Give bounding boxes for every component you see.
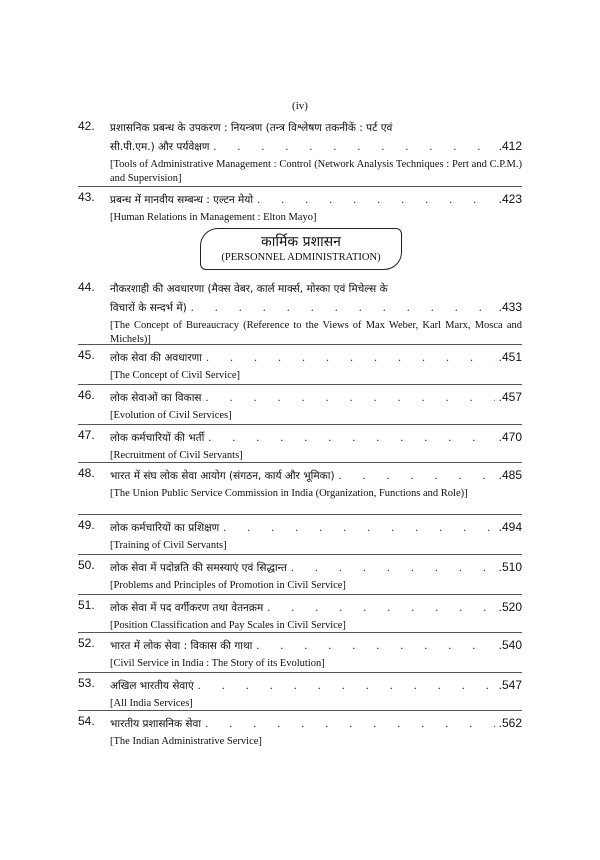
section-heading (200, 228, 402, 270)
leader-dots (198, 676, 495, 694)
entry-number: 42. (78, 119, 95, 133)
leader-dots (191, 298, 495, 316)
toc-entry (78, 518, 522, 553)
toc-entry (78, 119, 522, 186)
divider (78, 632, 522, 633)
entry-number: 45. (78, 348, 95, 362)
entry-english-title: [Tools of Administrative Management : Control (Network Analysis Techniques : Pert and C.P.M.) and Supervision] (110, 159, 522, 184)
entry-page[interactable]: .457 (498, 390, 522, 404)
leader-dots (291, 558, 495, 576)
divider (78, 186, 522, 187)
page-number: (iv) (292, 100, 308, 112)
toc-entry (78, 280, 522, 347)
entry-english-title: [Recruitment of Civil Servants] (110, 450, 243, 461)
entry-page[interactable]: .470 (498, 430, 522, 444)
toc-entry (78, 190, 522, 225)
entry-number: 47. (78, 428, 95, 442)
section-heading-english: (PERSONNEL ADMINISTRATION) (221, 252, 381, 263)
entry-number: 46. (78, 388, 95, 402)
entry-page[interactable]: .494 (498, 520, 522, 534)
entry-english-title: [Evolution of Civil Services] (110, 410, 232, 421)
leader-dots (256, 636, 494, 654)
divider (78, 384, 522, 385)
entry-english-title: [Problems and Principles of Promotion in Civil Service] (110, 580, 346, 591)
entry-page[interactable]: .562 (498, 716, 522, 730)
entry-page[interactable]: .540 (498, 638, 522, 652)
entry-hindi-title: भारत में संघ लोक सेवा आयोग (संगठन, कार्य और भूमिका) (110, 470, 335, 482)
leader-dots (267, 598, 494, 616)
entry-hindi-title: नौकरशाही की अवधारणा (मैक्स वेबर, कार्ल मार्क्स, मोस्का एवं मिचेल्स के (110, 283, 388, 295)
divider (78, 462, 522, 463)
entry-hindi-title: लोक सेवाओं का विकास (110, 392, 202, 404)
leader-dots (213, 137, 494, 155)
entry-english-title: [The Concept of Civil Service] (110, 370, 241, 381)
entry-page[interactable]: .547 (498, 678, 522, 692)
divider (78, 710, 522, 711)
entry-number: 48. (78, 466, 95, 480)
entry-number: 51. (78, 598, 95, 612)
toc-entry (78, 636, 522, 671)
entry-page[interactable]: .433 (498, 300, 522, 314)
divider (78, 514, 522, 515)
entry-hindi-title: प्रशासनिक प्रबन्ध के उपकरण : नियन्त्रण (तन्त्र विश्लेषण तकनीकें : पर्ट एवं (110, 122, 393, 134)
toc-entry (78, 466, 522, 501)
leader-dots (206, 348, 495, 366)
leader-dots (206, 388, 495, 406)
entry-hindi-title: अखिल भारतीय सेवाएं (110, 680, 194, 692)
entry-page[interactable]: .520 (498, 600, 522, 614)
entry-english-title: [All India Services] (110, 698, 193, 709)
entry-number: 50. (78, 558, 95, 572)
toc-entry (78, 714, 522, 749)
entry-english-title: [Training of Civil Servants] (110, 540, 227, 551)
divider (78, 594, 522, 595)
entry-number: 52. (78, 636, 95, 650)
toc-entry (78, 676, 522, 711)
divider (78, 344, 522, 345)
entry-hindi-title: लोक सेवा में पदोन्नति की समस्याएं एवं सिद्धान्त (110, 562, 287, 574)
entry-number: 49. (78, 518, 95, 532)
leader-dots (257, 190, 495, 208)
entry-hindi-title-cont: सी.पी.एम.) और पर्यवेक्षण (110, 141, 210, 153)
leader-dots (223, 518, 494, 536)
entry-page[interactable]: .412 (498, 139, 522, 153)
entry-page[interactable]: .485 (498, 468, 522, 482)
entry-hindi-title: लोक सेवा में पद वर्गीकरण तथा वेतनक्रम (110, 602, 264, 614)
entry-hindi-title-cont: विचारों के सन्दर्भ में) (110, 302, 187, 314)
section-heading-hindi: कार्मिक प्रशासन (261, 234, 341, 250)
entry-hindi-title: भारतीय प्रशासनिक सेवा (110, 718, 202, 730)
entry-hindi-title: लोक कर्मचारियों की भर्ती (110, 432, 205, 444)
entry-hindi-title: प्रबन्ध में मानवीय सम्बन्ध : एल्टन मेयो (110, 194, 254, 206)
leader-dots (208, 428, 494, 446)
entry-number: 54. (78, 714, 95, 728)
toc-entry (78, 558, 522, 593)
leader-dots (205, 714, 495, 732)
entry-number: 53. (78, 676, 95, 690)
toc-entry (78, 348, 522, 383)
toc-entry (78, 598, 522, 633)
entry-english-title: [Human Relations in Management : Elton Mayo] (110, 212, 317, 223)
entry-english-title: [The Indian Administrative Service] (110, 736, 262, 747)
leader-dots (339, 466, 495, 484)
entry-hindi-title: लोक सेवा की अवधारणा (110, 352, 202, 364)
entry-hindi-title: लोक कर्मचारियों का प्रशिक्षण (110, 522, 220, 534)
entry-english-title: [The Union Public Service Commission in India (Organization, Functions and Role)] (110, 488, 468, 499)
entry-english-title: [The Concept of Bureaucracy (Reference to the Views of Max Weber, Karl Marx, Mosca and Michels)] (110, 320, 522, 345)
divider (78, 554, 522, 555)
entry-hindi-title: भारत में लोक सेवा : विकास की गाथा (110, 640, 253, 652)
entry-number: 44. (78, 280, 95, 294)
entry-page[interactable]: .423 (498, 192, 522, 206)
entry-english-title: [Civil Service in India : The Story of its Evolution] (110, 658, 325, 669)
entry-number: 43. (78, 190, 95, 204)
divider (78, 424, 522, 425)
toc-entry (78, 388, 522, 423)
entry-page[interactable]: .510 (498, 560, 522, 574)
entry-english-title: [Position Classification and Pay Scales in Civil Service] (110, 620, 346, 631)
toc-entry (78, 428, 522, 463)
entry-page[interactable]: .451 (498, 350, 522, 364)
divider (78, 672, 522, 673)
